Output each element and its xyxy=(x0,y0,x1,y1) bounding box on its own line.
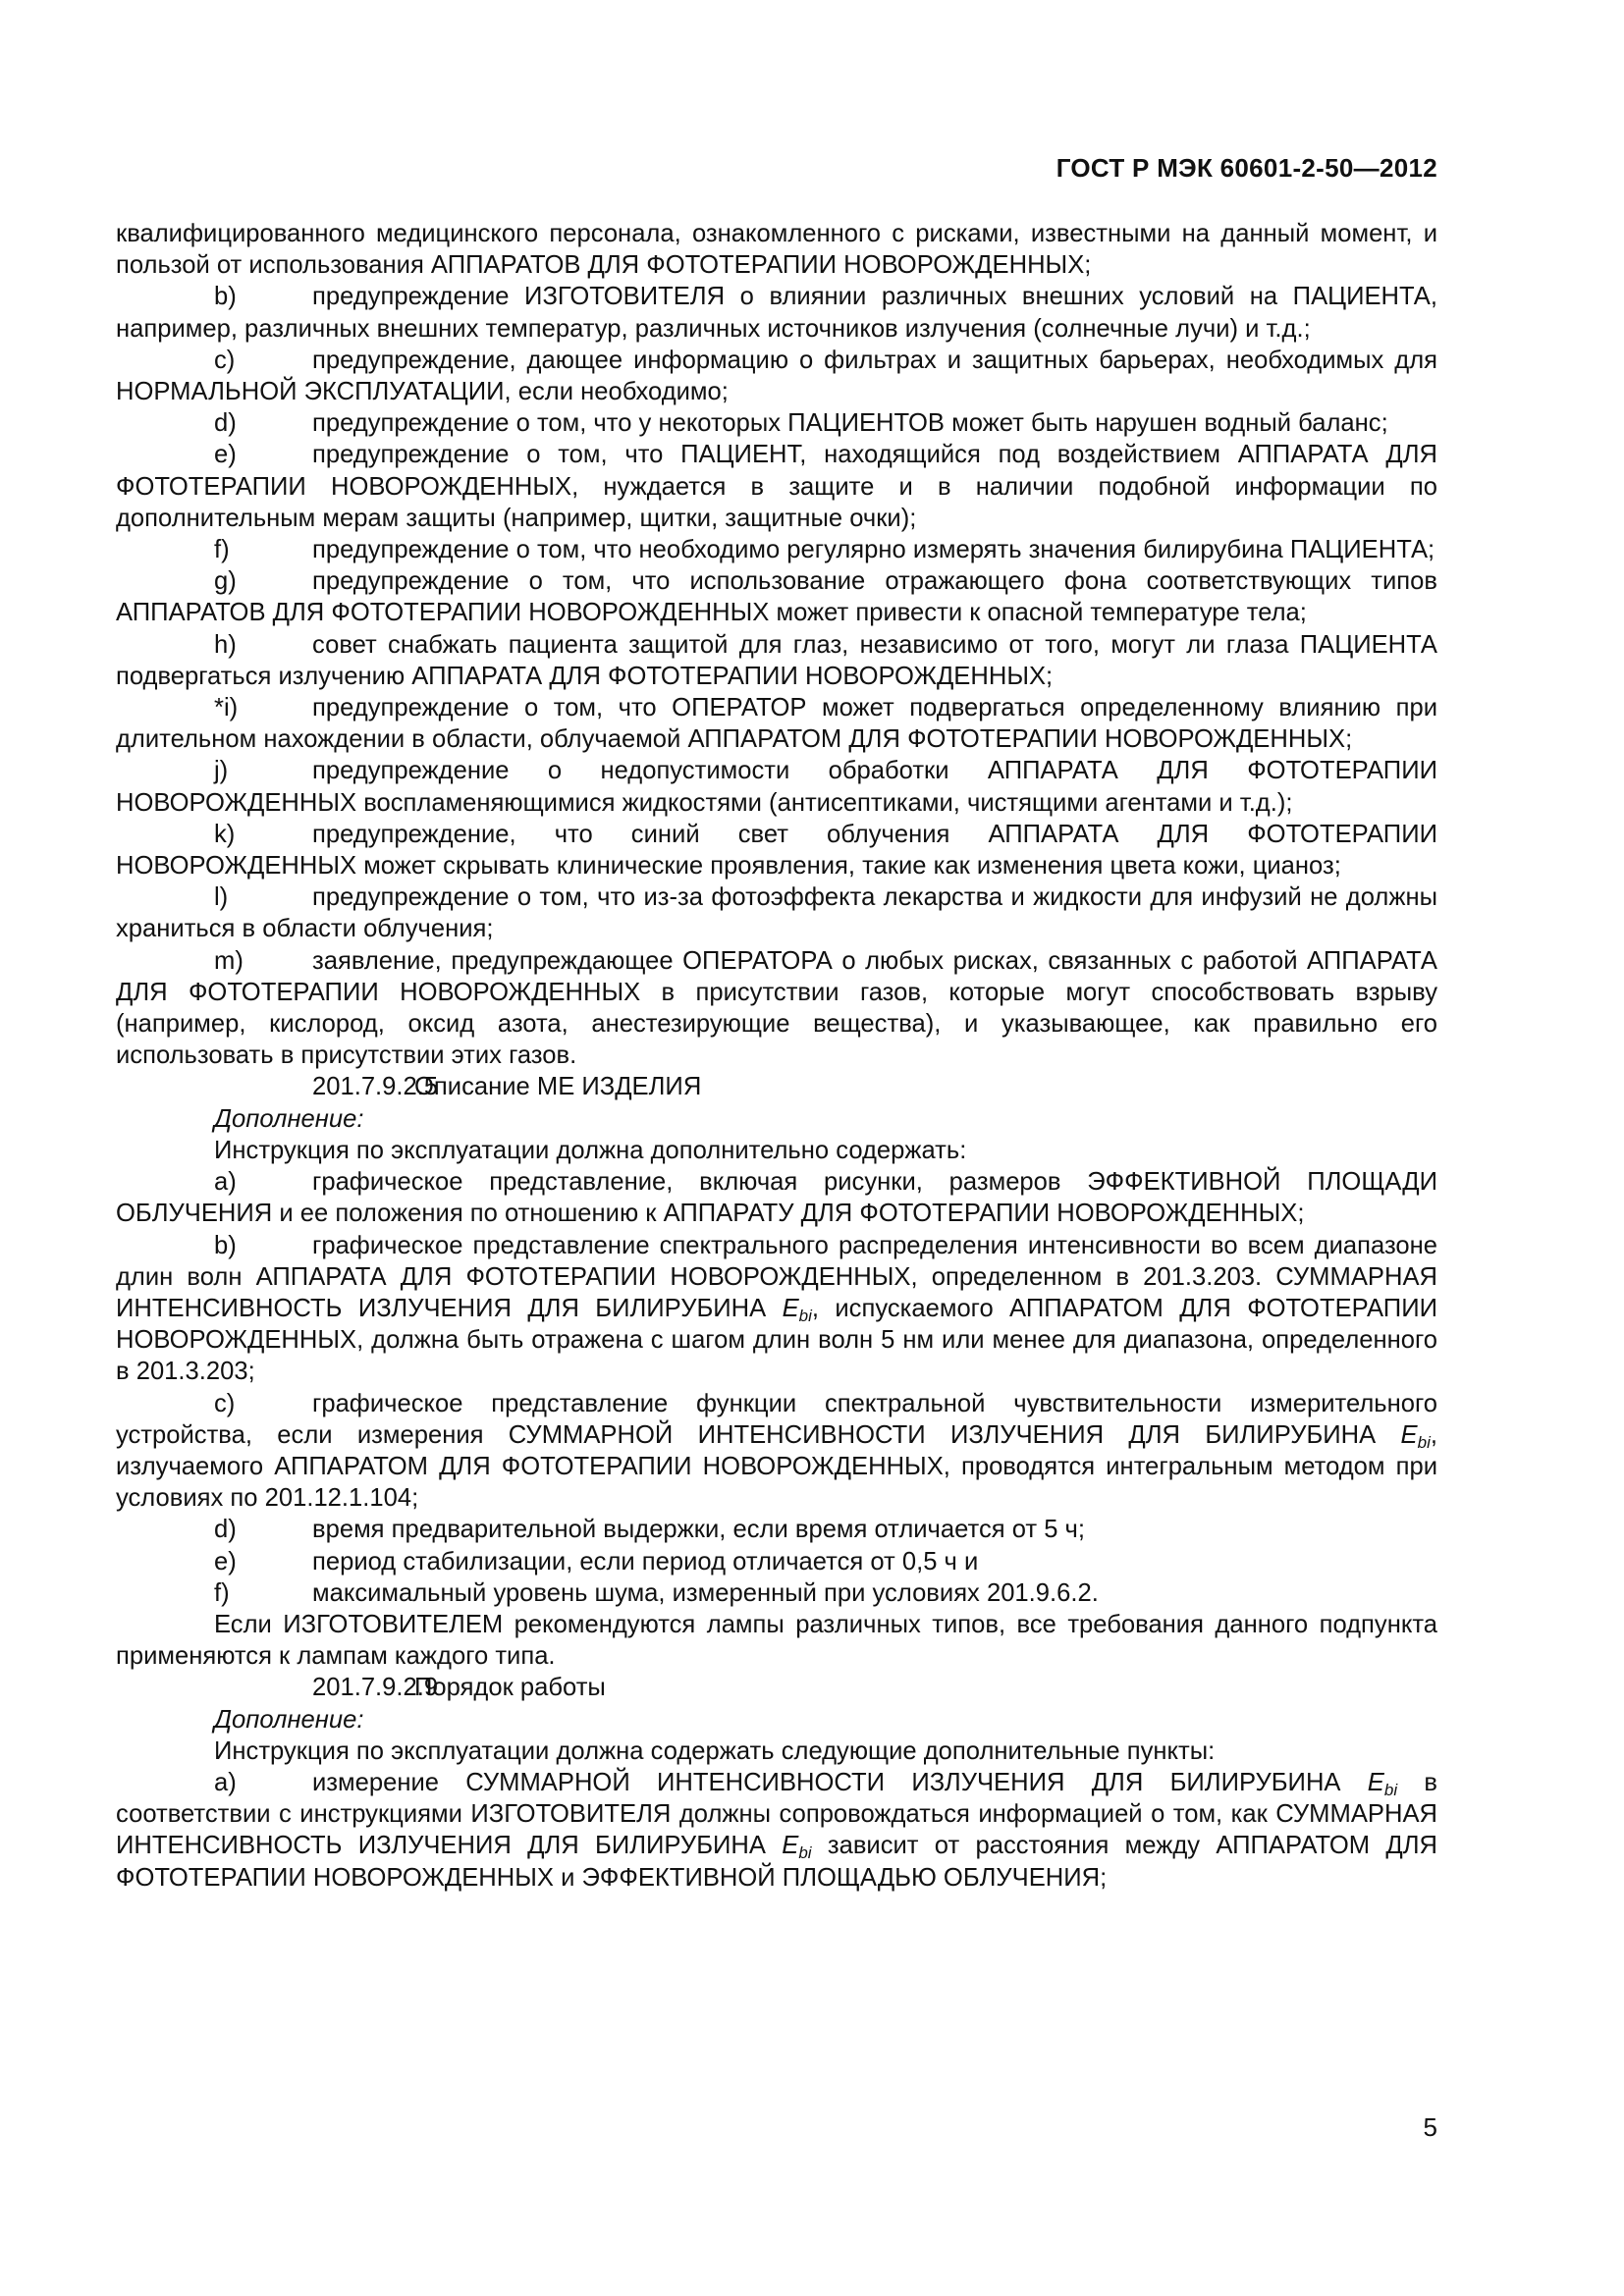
list-item xyxy=(116,1514,1437,1545)
section-intro: Инструкция по эксплуатации должна дополнительно содержать: xyxy=(214,1136,967,1164)
list-item xyxy=(116,407,1437,439)
list-marker: b) xyxy=(214,1231,237,1259)
list-marker: k) xyxy=(214,820,236,848)
list-marker: b) xyxy=(214,283,237,311)
list-item-text: максимальный уровень шума, измеренный при условиях 201.9.6.2. xyxy=(312,1578,1099,1607)
list-marker: c) xyxy=(214,1389,236,1417)
list-item-text-cont: , излучаемого АППАРАТОМ ДЛЯ ФОТОТЕРАПИИ НОВОРОЖДЕННЫХ, проводятся интегральным методом при условиях по 201.12.1.104; xyxy=(116,1420,1437,1513)
list-item xyxy=(116,881,1437,944)
page-body xyxy=(116,218,1437,1894)
symbol-subscript: bi xyxy=(1417,1432,1431,1452)
list-item xyxy=(116,281,1437,344)
list-item-text: предупреждение о том, что ОПЕРАТОР может подвергаться определенному влиянию при длительном нахождении в области, облучаемой АППАРАТОМ ДЛЯ ФОТОТЕРАПИИ НОВОРОЖДЕННЫХ; xyxy=(116,694,1437,754)
page-number: 5 xyxy=(1423,2112,1437,2142)
list-marker: h) xyxy=(214,630,237,659)
list-item-text: период стабилизации, если период отличается от 0,5 ч и xyxy=(312,1547,979,1575)
section-note: Если ИЗГОТОВИТЕЛЕМ рекомендуются лампы различных типов, все требования данного подпункта применяются к лампам каждого типа. xyxy=(116,1610,1437,1671)
symbol-subscript: bi xyxy=(1383,1780,1398,1799)
section-intro: Инструкция по эксплуатации должна содержать следующие дополнительные пункты: xyxy=(214,1736,1216,1765)
list-marker: *i) xyxy=(214,694,239,722)
list-item xyxy=(116,819,1437,881)
document-code-header: ГОСТ Р МЭК 60601-2-50—2012 xyxy=(1056,153,1437,183)
list-item xyxy=(116,629,1437,692)
list-item-text: предупреждение о том, что ПАЦИЕНТ, находящийся под воздействием АППАРАТА ДЛЯ ФОТОТЕРАПИИ НОВОРОЖДЕННЫХ, нуждается в защите и в наличии подобной информации по дополнительным мерам защиты (например, щитки, защитные очки); xyxy=(116,441,1437,532)
list-marker: f) xyxy=(214,536,230,564)
section-heading xyxy=(116,1672,1437,1703)
list-item xyxy=(116,1767,1437,1894)
addition-label: Дополнение: xyxy=(214,1705,364,1734)
symbol-subscript: bi xyxy=(798,1843,812,1863)
list-item-text: графическое представление функции спектральной чувствительности измерительного устройства, если измерения СУММАРНОЙ ИНТЕНСИВНОСТИ ИЗЛУЧЕНИЯ ДЛЯ БИЛИРУБИНА xyxy=(116,1389,1437,1449)
list-item xyxy=(116,534,1437,565)
list-item xyxy=(116,945,1437,1072)
list-item-text: графическое представление спектрального распределения интенсивности во всем диапазоне длин волн АППАРАТА ДЛЯ ФОТОТЕРАПИИ НОВОРОЖДЕННЫХ, определенном в 201.3.203. СУММАРНАЯ ИНТЕНСИВНОСТЬ ИЗЛУЧЕНИЯ ДЛЯ БИЛИРУБИНА xyxy=(116,1231,1437,1322)
symbol-e: E xyxy=(782,1832,799,1860)
list-item-text: измерение СУММАРНОЙ ИНТЕНСИВНОСТИ ИЗЛУЧЕНИЯ ДЛЯ БИЛИРУБИНА xyxy=(312,1768,1341,1796)
list-item xyxy=(116,345,1437,407)
list-item-text: предупреждение, дающее информацию о фильтрах и защитных барьерах, необходимых для НОРМАЛЬНОЙ ЭКСПЛУАТАЦИИ, если необходимо; xyxy=(116,346,1437,406)
list-item-text: предупреждение о недопустимости обработки АППАРАТА ДЛЯ ФОТОТЕРАПИИ НОВОРОЖДЕННЫХ воспламеняющимися жидкостями (антисептиками, чистящими агентами и т.д.); xyxy=(116,757,1437,817)
list-marker: e) xyxy=(214,1547,237,1575)
list-item-text: совет снабжать пациента защитой для глаз, независимо от того, могут ли глаза ПАЦИЕНТА подвергаться излучению АППАРАТА ДЛЯ ФОТОТЕРАПИИ НОВОРОЖДЕННЫХ; xyxy=(116,630,1437,690)
section-title: Описание МЕ ИЗДЕЛИЯ xyxy=(414,1073,702,1101)
list-item xyxy=(116,565,1437,628)
list-item-text: заявление, предупреждающее ОПЕРАТОРА о любых рисках, связанных с работой АППАРАТА ДЛЯ ФОТОТЕРАПИИ НОВОРОЖДЕННЫХ в присутствии газов, которые могут способствовать взрыву (например, кислород, оксид азота, анестезирующие вещества), и указывающее, как правильно его использовать в присутствии этих газов. xyxy=(116,946,1437,1070)
list-item-text: предупреждение о том, что из-за фотоэффекта лекарства и жидкости для инфузий не должны храниться в области облучения; xyxy=(116,883,1437,943)
list-item-text: предупреждение о том, что у некоторых ПАЦИЕНТОВ может быть нарушен водный баланс; xyxy=(312,409,1388,438)
list-item xyxy=(116,1166,1437,1229)
symbol-subscript: bi xyxy=(798,1306,812,1325)
list-item xyxy=(116,1388,1437,1515)
list-item-text: предупреждение о том, что необходимо регулярно измерять значения билирубина ПАЦИЕНТА; xyxy=(312,536,1435,564)
list-item-text: предупреждение, что синий свет облучения АППАРАТА ДЛЯ ФОТОТЕРАПИИ НОВОРОЖДЕННЫХ может скрывать клинические проявления, такие как изменения цвета кожи, цианоз; xyxy=(116,820,1437,881)
list-item xyxy=(116,439,1437,534)
list-item xyxy=(116,692,1437,755)
list-marker: a) xyxy=(214,1168,237,1197)
list-marker: l) xyxy=(214,883,229,912)
list-item-text: предупреждение о том, что использование отражающего фона соответствующих типов АППАРАТОВ ДЛЯ ФОТОТЕРАПИИ НОВОРОЖДЕННЫХ может привести к опасной температуре тела; xyxy=(116,567,1437,627)
list-marker: f) xyxy=(214,1578,230,1607)
list-marker: d) xyxy=(214,409,237,438)
list-item-text: предупреждение ИЗГОТОВИТЕЛЯ о влиянии различных внешних условий на ПАЦИЕНТА, например, различных внешних температур, различных источников излучения (солнечные лучи) и т.д.; xyxy=(116,283,1437,343)
list-item-text-cont: зависит от расстояния между АППАРАТОМ ДЛЯ ФОТОТЕРАПИИ НОВОРОЖДЕННЫХ и ЭФФЕКТИВНОЙ ПЛОЩАДЬЮ ОБЛУЧЕНИЯ; xyxy=(116,1832,1438,1892)
list-item xyxy=(116,1230,1437,1388)
list-marker: j) xyxy=(214,757,229,785)
section-title: Порядок работы xyxy=(414,1674,606,1702)
addition-label: Дополнение: xyxy=(214,1104,364,1133)
symbol-e: E xyxy=(1367,1768,1384,1796)
list-marker: d) xyxy=(214,1516,237,1544)
list-item-text: время предварительной выдержки, если время отличается от 5 ч; xyxy=(312,1516,1086,1544)
list-item-text: графическое представление, включая рисунки, размеров ЭФФЕКТИВНОЙ ПЛОЩАДИ ОБЛУЧЕНИЯ и ее положения по отношению к АППАРАТУ ДЛЯ ФОТОТЕРАПИИ НОВОРОЖДЕННЫХ; xyxy=(116,1168,1437,1228)
list-marker: g) xyxy=(214,567,237,596)
list-item-text-cont: , испускаемого АППАРАТОМ ДЛЯ ФОТОТЕРАПИИ НОВОРОЖДЕННЫХ, должна быть отражена с шагом длин волн 5 нм или менее для диапазона, определенного в 201.3.203; xyxy=(116,1294,1437,1386)
list-marker: c) xyxy=(214,346,236,374)
list-marker: a) xyxy=(214,1768,237,1796)
list-item-text-cont: в соответствии с инструкциями ИЗГОТОВИТЕЛЯ должны сопровождаться информацией о том, как СУММАРНАЯ ИНТЕНСИВНОСТЬ ИЗЛУЧЕНИЯ ДЛЯ БИЛИРУБИНА xyxy=(116,1768,1437,1860)
list-item xyxy=(116,755,1437,818)
lead-paragraph: квалифицированного медицинского персонала, ознакомленного с рисками, известными на данный момент, и пользой от использования АППАРАТОВ ДЛЯ ФОТОТЕРАПИИ НОВОРОЖДЕННЫХ; xyxy=(116,220,1437,280)
section-number: 201.7.9.2.9 xyxy=(312,1674,439,1702)
list-marker: e) xyxy=(214,441,237,469)
list-marker: m) xyxy=(214,946,244,975)
list-item xyxy=(116,1577,1437,1609)
list-item xyxy=(116,1546,1437,1577)
symbol-e: E xyxy=(782,1294,799,1322)
section-number: 201.7.9.2.5 xyxy=(312,1073,439,1101)
section-heading xyxy=(116,1071,1437,1102)
symbol-e: E xyxy=(1400,1420,1418,1449)
